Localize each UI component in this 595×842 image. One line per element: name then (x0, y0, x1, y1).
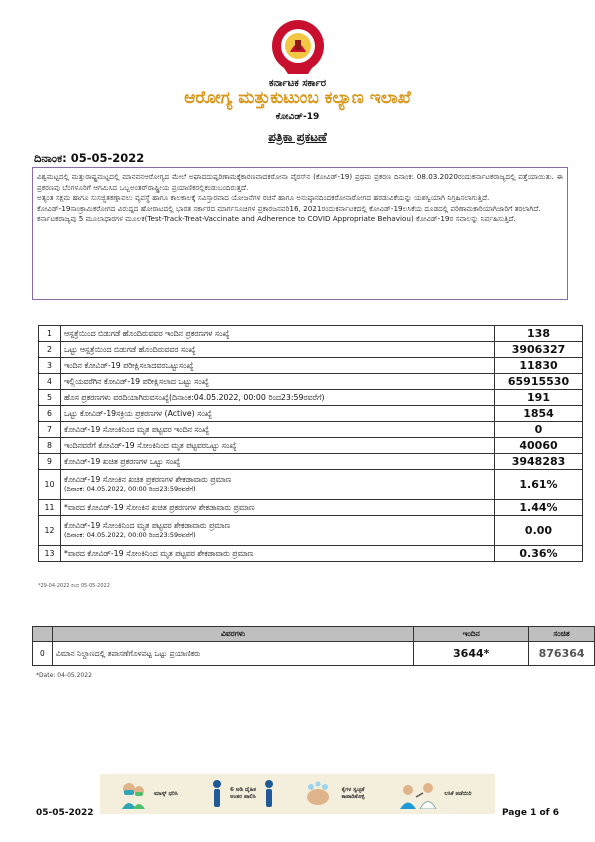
row-value: 0 (495, 422, 583, 438)
table-row (39, 406, 583, 422)
person-icon (263, 779, 275, 809)
row-value: 40060 (495, 438, 583, 454)
row-number: 9 (39, 454, 61, 470)
row-cumulative-value: 876364 (529, 642, 595, 666)
vaccine-icon (398, 779, 438, 809)
row-description-text: ಕೋವಿಡ್-19 ಸೋಂಕಿನ ಖಚಿತ ಪ್ರಕರಣಗಳ ಶೇಕಡಾವಾರು ಪ್ರಮಾಣ (64, 475, 232, 484)
table-row (39, 358, 583, 374)
banner-label: ಮಾಸ್ಕ್ ಧರಿಸಿ (154, 790, 178, 797)
row-description: ಕೋವಿಡ್-19 ಸೋಂಕಿನಿಂದ ಮೃತ ಪಟ್ಟವರ ಇಂದಿನ ಸಂಖ್ಯೆ (61, 422, 495, 438)
row-description: ಆಸ್ಪತ್ರೆಯಿಂದ ಬಿಡುಗಡೆ ಹೊಂದಿರುವವರ ಇಂದಿನ ಪ್ರಕರಣಗಳ ಸಂಖ್ಯೆ (61, 326, 495, 342)
row-value: 191 (495, 390, 583, 406)
banner-item-mask (120, 779, 183, 809)
row-number: 7 (39, 422, 61, 438)
stats-footnote: *29-04-2022 ರಿಂದ 05-05-2022 (38, 583, 110, 589)
mask-icon (120, 779, 146, 809)
table-row (39, 546, 583, 562)
row-value: 11830 (495, 358, 583, 374)
row-description: ಕೋವಿಡ್-19 ಖಚಿತ ಪ್ರಕರಣಗಳ ಒಟ್ಟು ಸಂಖ್ಯೆ (61, 454, 495, 470)
table-row (39, 326, 583, 342)
airport-screening-table (32, 626, 595, 666)
banner-label: ಲಸಿಕೆ ಪಡೆಯಿರಿ (444, 790, 472, 797)
date-note: *Date: 04-05.2022 (36, 672, 92, 679)
covid-stats-table (38, 325, 583, 562)
row-number: 10 (39, 470, 61, 500)
release-date: ದಿನಾಂಕ: 05-05-2022 (34, 151, 145, 165)
page-current: 1 (530, 808, 537, 818)
table-row (39, 342, 583, 358)
row-number: 3 (39, 358, 61, 374)
row-description: ಒಟ್ಟು ಆಸ್ಪತ್ರೆಯಿಂದ ಬಿಡುಗಡೆ ಹೊಂದಿರುವವರ ಸಂಖ್ಯೆ (61, 342, 495, 358)
row-number: 6 (39, 406, 61, 422)
row-description: *ವಾರದ ಕೋವಿಡ್-19 ಸೋಂಕಿನಿಂದ ಮೃತ ಪಟ್ಟವರ ಶೇಕಡಾವಾರು ಪ್ರಮಾಣ (61, 546, 495, 562)
person-icon (211, 779, 223, 809)
department-title: ಆರೋಗ್ಯ ಮತ್ತುಕುಟುಂಬ ಕಲ್ಯಾಣ ಇಲಾಖೆ (184, 88, 411, 108)
intro-paragraph: ಕೋವಿಡ್-19ಸಾಂಕ್ರಾಮಿಕರೋಗದ ವಿರುದ್ದದ ಹೋರಾಟದಲ್ಲಿ ಭಾರತ ಸರ್ಕಾರದ ಮಾರ್ಗಸೂಚಿಗಳ ಪ್ರಕಾರಜನವರಿ16, 2021ರಂದುಕರ್ನಾಟಕದಲ್ಲಿ ಕೋವಿಡ್-19ಲಸಿಕೆಯ ದೂಡದಲ್ಲಿ ಪರಿಣಾಮಕಾರಿಯಾಗಿಜಾರಿಗೆ ತರಲಾಗಿದೆ. (37, 203, 541, 213)
row-value: 0.36% (495, 546, 583, 562)
row-description: ಒಟ್ಟು ಕೋವಿಡ್-19ಸಕ್ರಿಯ ಪ್ರಕರಣಗಳ (Active) ಸಂಖ್ಯೆ (61, 406, 495, 422)
row-description: ಇಂದಿನ ಕೋವಿಡ್-19 ಪರೀಕ್ಷಿಸಲಾದವರಒಟ್ಟುಸಂಖ್ಯೆ (61, 358, 495, 374)
karnataka-emblem-icon (270, 18, 326, 78)
intro-box (32, 167, 568, 300)
row-number: 2 (39, 342, 61, 358)
covid-label: ಕೋವಿಡ್-19 (275, 112, 320, 122)
header-cell-details: ವಿವರಗಳು (52, 627, 413, 642)
row-value: 0.00 (495, 516, 583, 546)
header-cell-today: ಇಂದಿನ (414, 627, 529, 642)
table-row (39, 422, 583, 438)
table-row (39, 390, 583, 406)
press-release-title (0, 130, 595, 145)
row-description: ವಿಮಾನ ನಿಲ್ದಾಣದಲ್ಲಿ ತಪಾಸಣೆಗೊಳಪಟ್ಟ ಒಟ್ಟು ಪ್ರಯಾಣಿಕರು (52, 642, 413, 666)
table-row (39, 438, 583, 454)
government-name: ಕರ್ನಾಟಕ ಸರ್ಕಾರ (268, 78, 327, 89)
footer-date: 05-05-2022 (36, 808, 94, 818)
row-description (61, 516, 495, 546)
row-today-value: 3644* (414, 642, 529, 666)
table-row (33, 642, 595, 666)
handwash-icon (303, 779, 333, 809)
row-number: 11 (39, 500, 61, 516)
banner-label: 6 ಅಡಿ ದೈಹಿಕ ಅಂತರ ಪಾಲಿಸಿ (230, 787, 256, 800)
table-row (39, 516, 583, 546)
row-number: 4 (39, 374, 61, 390)
row-number: 8 (39, 438, 61, 454)
banner-item-handwash (303, 779, 370, 809)
row-description: ಇಂದಿನವರೆಗೆ ಕೋವಿಡ್-19 ಸೋಂಕಿನಿಂದ ಮೃತ ಪಟ್ಟವರಒಟ್ಟು ಸಂಖ್ಯೆ (61, 438, 495, 454)
intro-paragraph: ವಿಶ್ವಮಟ್ಟದಲ್ಲಿ ಮತ್ತುರಾಷ್ಟ್ರಮಟ್ಟದಲ್ಲಿ ಮಾನವನಆರೋಗ್ಯದ ಮೇಲೆ ಅಘಾದದುಷ್ಪರಿಣಾಮಕ್ಕೆಕಾರಣವಾದಕರೋನಾ ವೈರಸ್‌ನ (ಕೋವಿಡ್-19) ಪ್ರಥಮ ಪ್ರಕರಣ ದಿನಾಂಕ: 08.03.2020ರಂದುಕರ್ನಾಟಕರಾಜ್ಯದಲ್ಲಿ ಪತ್ತೆಯಾಯಿತು. ಈ ಪ್ರಕರಣವು ಬೆಂಗಳೂರಿಗೆ ಆಗಮಿಸಿದ ಒಬ್ಬಅಂತರ್‌ರಾಷ್ಟ್ರೀಯ ಪ್ರಯಾಣಿಕರಲ್ಲಿಕಂಡುಬಂದಿರುತ್ತದೆ. (37, 172, 563, 192)
row-description: ಇಲ್ಲಿಯವರೆಗಿನ ಕೋವಿಡ್-19 ಪರೀಕ್ಷಿಸಲಾದ ಒಟ್ಟು ಸಂಖ್ಯೆ (61, 374, 495, 390)
row-value: 3948283 (495, 454, 583, 470)
row-value: 1.44% (495, 500, 583, 516)
row-value: 138 (495, 326, 583, 342)
table-header-row (33, 627, 595, 642)
table-row (39, 500, 583, 516)
header-cell-cumulative: ಸಂಚಿತ (529, 627, 595, 642)
intro-paragraph: ಅತ್ಯಂತ ಸಕ್ಷಮ ಹಾಗೂ ಸುಸಜ್ಜಿತಕಣ್ಗಾವಲು ವ್ಯವಸ್ಥೆ ಹಾಗೂ ಕಾಲಕಾಲಕ್ಕೆ ಸವಿಸ್ತಾರವಾದ ಯೋಜನೆಗಳ ರಚನೆ ಹಾಗೂ ಅನುಷ್ಠಾನದಿಂದಕರೋನಾರೋಗದ ಹರಡುವಿಕೆಯನ್ನು ಯಶಸ್ವಿಯಾಗಿ ನಿಗ್ರಹಿಸಲಾಗುತ್ತಿದೆ. (37, 193, 490, 203)
row-value: 1854 (495, 406, 583, 422)
table-row (39, 470, 583, 500)
row-number: 13 (39, 546, 61, 562)
row-number: 1 (39, 326, 61, 342)
row-description: ಹೊಸ ಪ್ರಕರಣಗಳು ವರದಿಯಾಗಿರುವಸಂಖ್ಯೆ(ದಿನಾಂಕ:04.05.2022, 00:00 ರಿಂದ23:59ರವರೆಗೆ) (61, 390, 495, 406)
banner-item-distance (211, 779, 275, 809)
page-total: 6 (552, 808, 559, 818)
row-description (61, 470, 495, 500)
intro-paragraph: ಕರ್ನಾಟಕರಾಜ್ಯವು 5 ಮೂಲಾಧಾರಗಳ ಮೂಲಕ(Test-Track-Treat-Vaccinate and Adherence to COVID Appropriate Behaviou) ಕೋವಿಡ್-19ರ ಸವಾಲನ್ನು ನಿರ್ವಹಿಸುತ್ತಿದೆ. (37, 214, 516, 224)
banner-item-vaccine (398, 779, 475, 809)
row-description-text: ಕೋವಿಡ್-19 ಸೋಂಕಿನಿಂದ ಮೃತ ಪಟ್ಟವರ ಶೇಕಡಾವಾರು ಪ್ರಮಾಣ (64, 521, 230, 530)
row-number: 0 (33, 642, 53, 666)
row-number: 12 (39, 516, 61, 546)
table-row (39, 454, 583, 470)
covid-guidelines-banner (100, 774, 495, 814)
header-cell-empty (33, 627, 53, 642)
table-row (39, 374, 583, 390)
row-value: 65915530 (495, 374, 583, 390)
page-word: Page (501, 808, 527, 818)
row-value: 3906327 (495, 342, 583, 358)
row-number: 5 (39, 390, 61, 406)
row-description: *ವಾರದ ಕೋವಿಡ್-19 ಸೋಂಕಿನ ಖಚಿತ ಪ್ರಕರಣಗಳ ಶೇಕಡಾವಾರು ಪ್ರಮಾಣ (61, 500, 495, 516)
press-release-text: ಪತ್ರಿಕಾ ಪ್ರಕಟಣೆ (268, 130, 327, 144)
page-of: of (539, 808, 550, 818)
row-condition: (ದಿನಾಂಕ: 04.05.2022, 00:00 ರಿಂದ23:59ರವರೆಗೆ) (64, 485, 196, 493)
row-value: 1.61% (495, 470, 583, 500)
banner-label: ಕೈಗಳ ಸ್ವಚ್ಛತೆ ಕಾಪಾಡಿಕೊಳ್ಳಿ (341, 787, 365, 800)
page-number (502, 808, 559, 818)
row-condition: (ದಿನಾಂಕ: 04.05.2022, 00:00 ರಿಂದ23:59ರವರೆಗೆ) (64, 531, 196, 539)
